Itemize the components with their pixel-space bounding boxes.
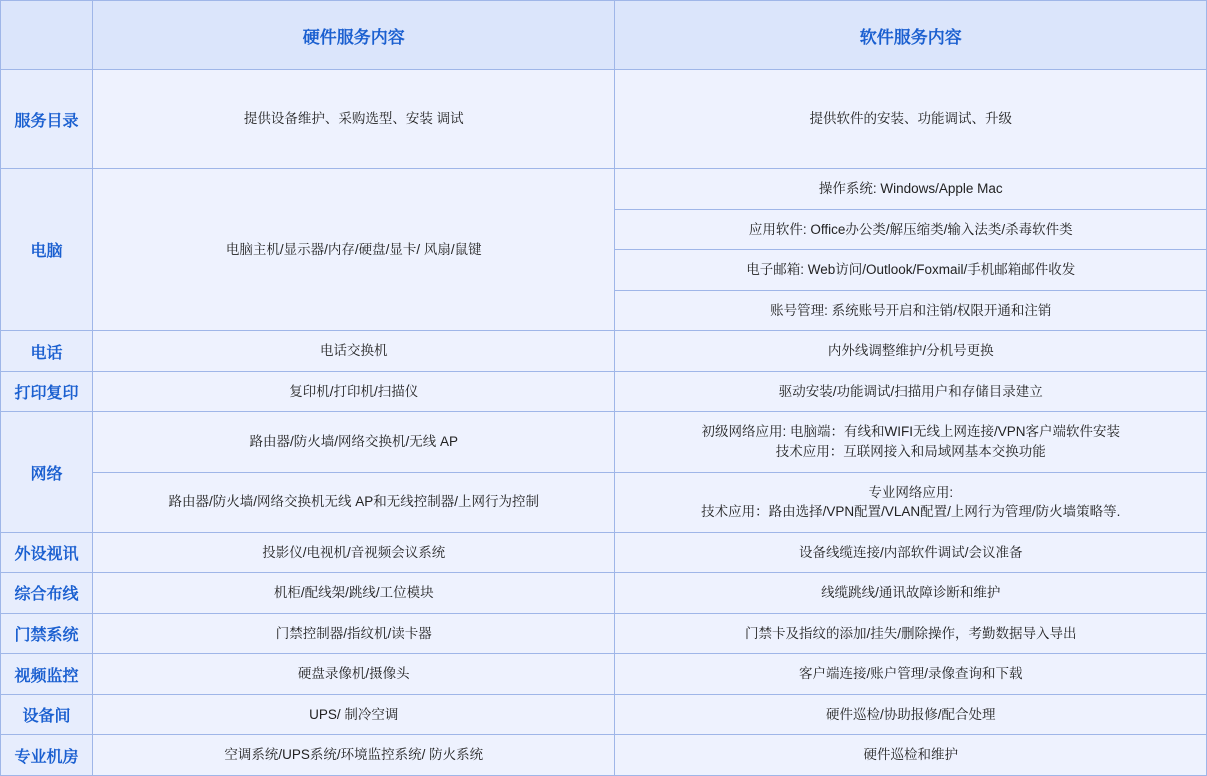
row-label-data-center: 专业机房: [1, 735, 93, 776]
cell-hardware-data-center: 空调系统/UPS系统/环境监控系统/ 防火系统: [93, 735, 615, 776]
network-basic-line1: 初级网络应用: 电脑端：有线和WIFI无线上网连接/VPN客户端软件安装: [701, 424, 1120, 440]
cell-software-telephone: 内外线调整维护/分机号更换: [615, 331, 1207, 372]
cell-software-access-control: 门禁卡及指纹的添加/挂失/删除操作，考勤数据导入导出: [615, 613, 1207, 654]
table-row: [1, 371, 1207, 412]
cell-software-computer-os: 操作系统: Windows/Apple Mac: [615, 169, 1207, 210]
row-label-equipment-room: 设备间: [1, 694, 93, 735]
cell-software-peripheral-av: 设备线缆连接/内部软件调试/会议准备: [615, 532, 1207, 573]
cell-software-cabling: 线缆跳线/通讯故障诊断和维护: [615, 573, 1207, 614]
table-row: [1, 735, 1207, 776]
table-row: [1, 472, 1207, 532]
cell-hardware-cabling: 机柜/配线架/跳线/工位模块: [93, 573, 615, 614]
cell-software-print-copy: 驱动安装/功能调试/扫描用户和存储目录建立: [615, 371, 1207, 412]
table-row: [1, 532, 1207, 573]
cell-hardware-service-catalog: 提供设备维护、采购选型、安装 调试: [93, 70, 615, 169]
network-advanced-line2: 技术应用：路由选择/VPN配置/VLAN配置/上网行为管理/防火墙策略等.: [701, 504, 1121, 520]
cell-software-computer-account: 账号管理: 系统账号开启和注销/权限开通和注销: [615, 290, 1207, 331]
row-label-cabling: 综合布线: [1, 573, 93, 614]
row-label-video-surveillance: 视频监控: [1, 654, 93, 695]
cell-hardware-network-advanced: 路由器/防火墙/网络交换机无线 AP和无线控制器/上网行为控制: [93, 472, 615, 532]
cell-software-video-surveillance: 客户端连接/账户管理/录像查询和下载: [615, 654, 1207, 695]
table-row: [1, 169, 1207, 210]
header-software: 软件服务内容: [615, 1, 1207, 70]
row-label-service-catalog: 服务目录: [1, 70, 93, 169]
cell-software-computer-apps: 应用软件: Office办公类/解压缩类/输入法类/杀毒软件类: [615, 209, 1207, 250]
row-label-print-copy: 打印复印: [1, 371, 93, 412]
cell-software-data-center: 硬件巡检和维护: [615, 735, 1207, 776]
table-row: [1, 573, 1207, 614]
cell-hardware-telephone: 电话交换机: [93, 331, 615, 372]
row-label-access-control: 门禁系统: [1, 613, 93, 654]
network-advanced-line1: 专业网络应用:: [868, 484, 954, 500]
cell-hardware-equipment-room: UPS/ 制冷空调: [93, 694, 615, 735]
cell-hardware-video-surveillance: 硬盘录像机/摄像头: [93, 654, 615, 695]
cell-hardware-computer: 电脑主机/显示器/内存/硬盘/显卡/ 风扇/鼠键: [93, 169, 615, 331]
cell-software-computer-email: 电子邮箱: Web访问/Outlook/Foxmail/手机邮箱邮件收发: [615, 250, 1207, 291]
table-row: [1, 412, 1207, 472]
cell-software-service-catalog: 提供软件的安装、功能调试、升级: [615, 70, 1207, 169]
cell-hardware-access-control: 门禁控制器/指纹机/读卡器: [93, 613, 615, 654]
table-row: [1, 613, 1207, 654]
table-header-row: [1, 1, 1207, 70]
cell-hardware-print-copy: 复印机/打印机/扫描仪: [93, 371, 615, 412]
table-row: [1, 331, 1207, 372]
cell-software-equipment-room: 硬件巡检/协助报修/配合处理: [615, 694, 1207, 735]
row-label-computer: 电脑: [1, 169, 93, 331]
table-row: [1, 70, 1207, 169]
network-basic-line2: 技术应用：互联网接入和局域网基本交换功能: [775, 443, 1046, 459]
row-label-network: 网络: [1, 412, 93, 532]
cell-software-network-basic: [615, 412, 1207, 472]
row-label-peripheral-av: 外设视讯: [1, 532, 93, 573]
cell-hardware-peripheral-av: 投影仪/电视机/音视频会议系统: [93, 532, 615, 573]
table-row: [1, 694, 1207, 735]
cell-hardware-network-basic: 路由器/防火墙/网络交换机/无线 AP: [93, 412, 615, 472]
table-row: [1, 654, 1207, 695]
header-hardware: 硬件服务内容: [93, 1, 615, 70]
cell-software-network-advanced: [615, 472, 1207, 532]
header-corner: [1, 1, 93, 70]
row-label-telephone: 电话: [1, 331, 93, 372]
